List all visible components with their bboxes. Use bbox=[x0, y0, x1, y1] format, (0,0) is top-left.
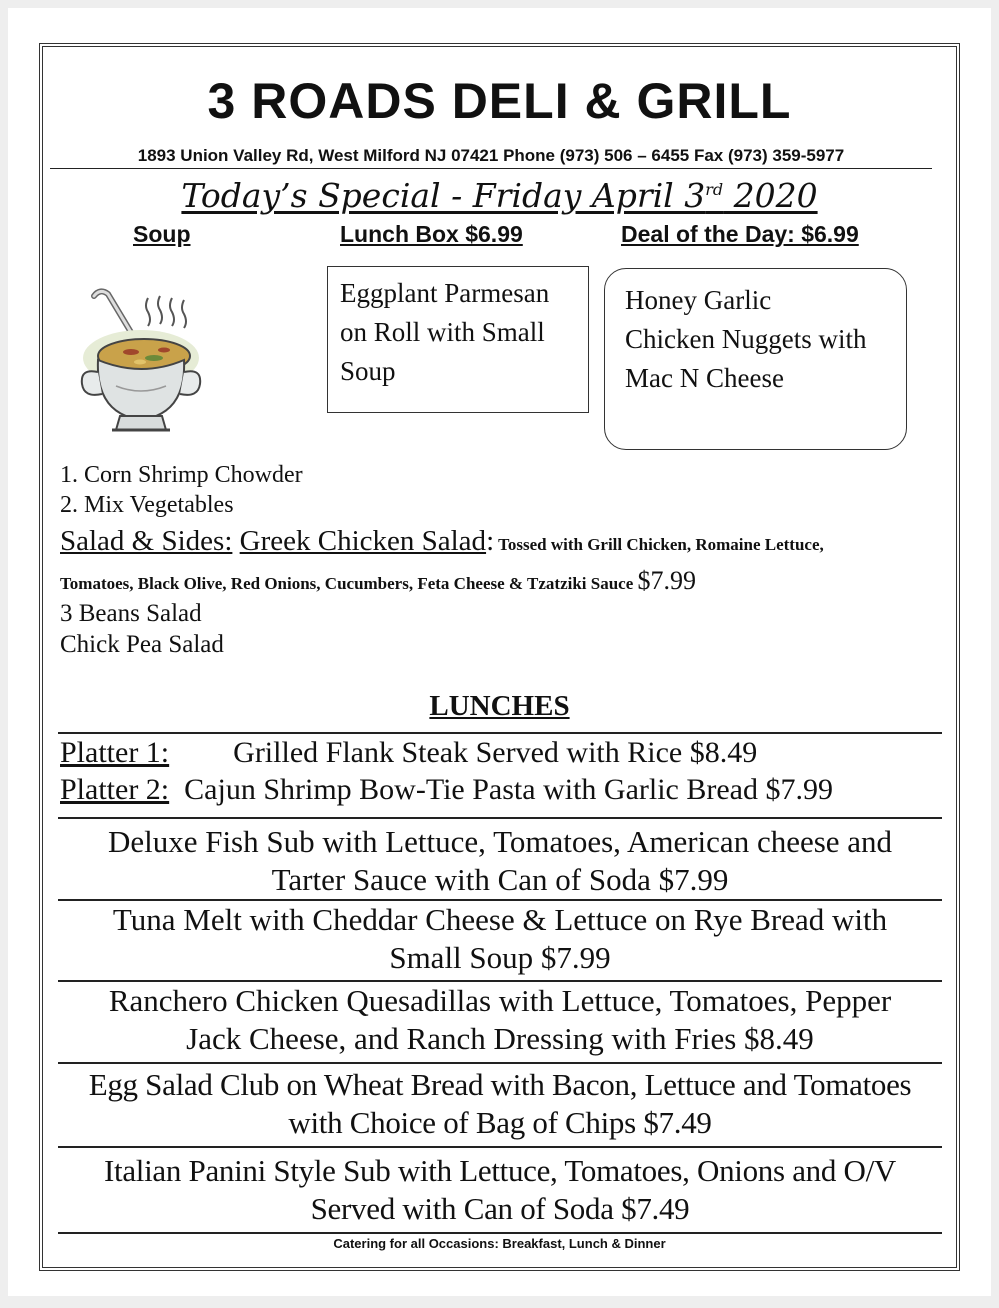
salad-description-cont: Tomatoes, Black Olive, Red Onions, Cucumbers, Feta Cheese & Tzatziki Sauce bbox=[60, 574, 638, 593]
deal-line: Mac N Cheese bbox=[625, 363, 784, 393]
lunches-heading: LUNCHES bbox=[429, 690, 570, 722]
soup-tureen-icon bbox=[76, 276, 206, 456]
lunch-item bbox=[58, 1066, 942, 1142]
salad-heading-line bbox=[60, 525, 824, 558]
divider bbox=[58, 1146, 942, 1148]
platter-text: Cajun Shrimp Bow-Tie Pasta with Garlic Bread $7.99 bbox=[184, 773, 833, 806]
salad-description: Tossed with Grill Chicken, Romaine Lettuce, bbox=[494, 535, 824, 554]
contact-line: 1893 Union Valley Rd, West Milford NJ 07421 Phone (973) 506 – 6455 Fax (973) 359-5977 bbox=[50, 146, 932, 169]
lunch-box-card bbox=[327, 266, 589, 413]
lunch-item-line: Tuna Melt with Cheddar Cheese & Lettuce on Rye Bread with bbox=[112, 902, 888, 937]
lunch-box-line: on Roll with Small bbox=[340, 317, 545, 347]
lunch-item-line: Jack Cheese, and Ranch Dressing with Fries $8.49 bbox=[186, 1021, 814, 1056]
platter-1 bbox=[60, 736, 757, 770]
lunch-item-line: Italian Panini Style Sub with Lettuce, Tomatoes, Onions and O/V bbox=[103, 1153, 896, 1188]
deal-line: Chicken Nuggets with bbox=[625, 324, 867, 354]
soup-heading: Soup bbox=[133, 221, 191, 247]
salad-description-line bbox=[60, 566, 696, 596]
lunch-box-heading: Lunch Box $6.99 bbox=[340, 221, 523, 247]
lunch-item bbox=[58, 901, 942, 977]
platter-label: Platter 2: bbox=[60, 773, 170, 806]
special-year: 2020 bbox=[723, 176, 818, 215]
salad-price: $7.99 bbox=[637, 566, 697, 595]
divider bbox=[58, 1232, 942, 1234]
lunch-item-line: Egg Salad Club on Wheat Bread with Bacon, Lettuce and Tomatoes bbox=[88, 1067, 912, 1102]
lunch-item bbox=[58, 982, 942, 1058]
soup-list bbox=[60, 460, 303, 520]
lunch-item bbox=[58, 1152, 942, 1228]
lunch-item-line: Small Soup $7.99 bbox=[389, 940, 611, 975]
catering-footer: Catering for all Occasions: Breakfast, Lunch & Dinner bbox=[333, 1236, 666, 1251]
special-date: Today’s Special - Friday April 3 bbox=[181, 176, 706, 215]
deal-line: Honey Garlic bbox=[625, 285, 772, 315]
platter-2 bbox=[60, 773, 833, 807]
soup-item: 1. Corn Shrimp Chowder bbox=[60, 462, 303, 488]
lunch-item-line: Served with Can of Soda $7.49 bbox=[310, 1191, 690, 1226]
lunch-item-line: Deluxe Fish Sub with Lettuce, Tomatoes, American cheese and bbox=[107, 824, 893, 859]
salad-sides-label: Salad & Sides: bbox=[60, 525, 233, 557]
lunch-item-line: Tarter Sauce with Can of Soda $7.99 bbox=[271, 862, 729, 897]
special-heading bbox=[0, 176, 999, 215]
deal-heading: Deal of the Day: $6.99 bbox=[621, 221, 859, 247]
lunch-box-line: Soup bbox=[340, 356, 396, 386]
lunch-item-line: Ranchero Chicken Quesadillas with Lettuce, Tomatoes, Pepper bbox=[108, 983, 892, 1018]
restaurant-title: 3 ROADS DELI & GRILL bbox=[207, 73, 792, 129]
divider bbox=[58, 1062, 942, 1064]
lunch-item-line: with Choice of Bag of Chips $7.49 bbox=[288, 1105, 712, 1140]
platter-text: Grilled Flank Steak Served with Rice $8.49 bbox=[233, 736, 758, 769]
divider bbox=[58, 817, 942, 819]
lunch-box-line: Eggplant Parmesan bbox=[340, 278, 550, 308]
soup-item: 2. Mix Vegetables bbox=[60, 492, 234, 518]
salad-name: Greek Chicken Salad bbox=[239, 525, 487, 557]
special-date-suffix: rd bbox=[705, 180, 724, 199]
platter-label: Platter 1: bbox=[60, 736, 170, 769]
lunch-item bbox=[58, 823, 942, 899]
side-item: Chick Pea Salad bbox=[60, 631, 224, 658]
divider bbox=[58, 732, 942, 734]
deal-of-day-card bbox=[604, 268, 907, 450]
salad-colon: : bbox=[486, 525, 495, 557]
side-item: 3 Beans Salad bbox=[60, 600, 202, 627]
sides-list bbox=[60, 598, 224, 660]
